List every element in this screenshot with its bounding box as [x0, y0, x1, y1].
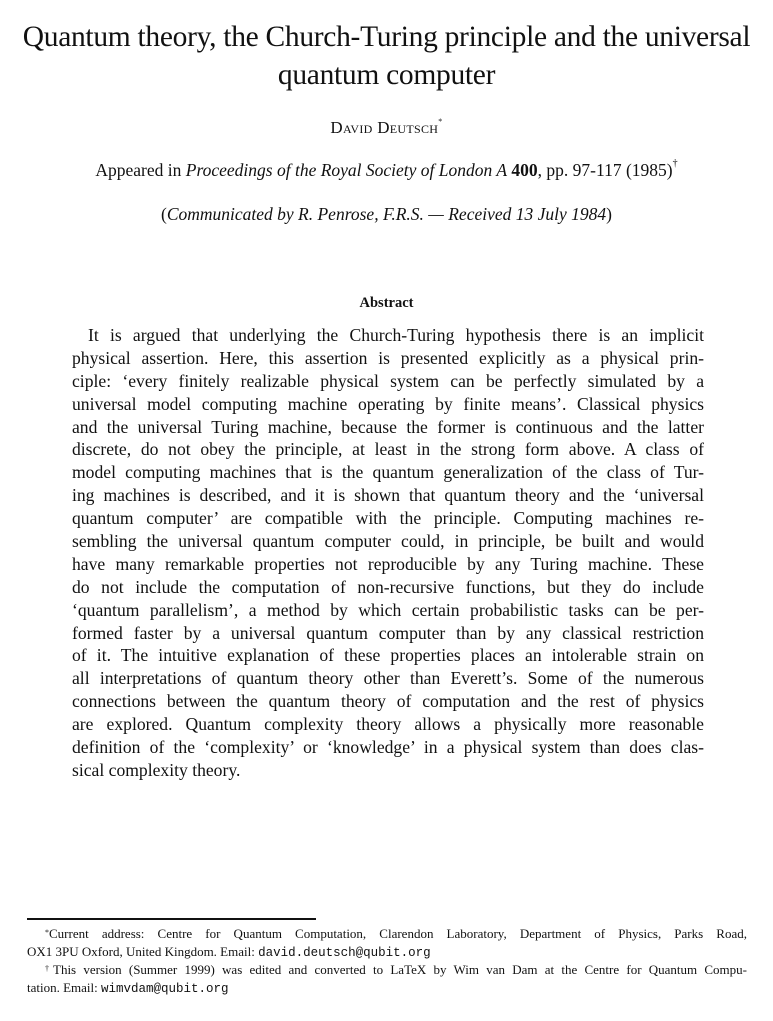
footnote-1-email-link[interactable]: david.deutsch@qubit.org — [258, 946, 431, 960]
abstract-line: model computing machines that is the quantum generalization of the class of Tur- — [72, 462, 704, 483]
abstract-line: quantum computer’ are compatible with the principle. Computing machines re- — [72, 508, 704, 529]
abstract-line: sical complexity theory. — [72, 759, 241, 780]
appeared-prefix: Appeared in — [95, 160, 186, 180]
title-line-1: Quantum theory, the Church-Turing principle and the universal — [22, 21, 751, 53]
paper-title — [0, 18, 773, 94]
footnote-2-text: This version (Summer 1999) was edited and converted to LaTeX by Wim van Dam at the Centre for Quantum Compu- — [53, 962, 747, 977]
close-paren: ) — [606, 204, 612, 224]
journal-volume: 400 — [511, 160, 538, 180]
abstract-line: all interpretations of quantum theory other than Everett’s. Some of the numerous — [72, 668, 704, 689]
footnote-1-line-1 — [27, 925, 747, 943]
abstract-line: do not include the computation of non-recursive functions, but they do include — [72, 576, 704, 597]
abstract-line: universal model computing machine operating by finite means’. Classical physics — [72, 393, 704, 414]
footnote-2-email-link[interactable]: wimvdam@qubit.org — [101, 982, 229, 996]
footnote-2-line-1 — [27, 961, 747, 979]
footnote-2-line-2 — [27, 979, 747, 997]
abstract-line: It is argued that underlying the Church-Turing hypothesis there is an implicit — [88, 325, 704, 345]
abstract-line: formed faster by a universal quantum computer than by any classical restriction — [72, 622, 704, 643]
abstract-line: sembling the universal quantum computer could, in principle, be built and would — [72, 531, 704, 552]
abstract-line: ing machines is described, and it is shown that quantum theory and the ‘universal — [72, 485, 704, 506]
abstract-body — [72, 324, 704, 782]
abstract-line: physical assertion. Here, this assertion is presented explicitly as a physical prin- — [72, 347, 704, 368]
publication-footnote-mark: † — [672, 158, 678, 169]
footnote-1-mark: * — [45, 928, 49, 937]
footnotes — [27, 925, 747, 997]
abstract-line: ciple: ‘every finitely realizable physical system can be perfectly simulated by a — [72, 370, 704, 391]
footnote-2-mark: † — [45, 964, 53, 973]
abstract-line: are explored. Quantum complexity theory allows a physically more reasonable — [72, 714, 704, 735]
footnote-2-text-2: tation. Email: — [27, 980, 102, 995]
footnote-divider — [27, 918, 316, 920]
abstract-line: connections between the quantum theory of computation and the rest of physics — [72, 691, 704, 712]
footnote-1-text: Current address: Centre for Quantum Computation, Clarendon Laboratory, Department of Physics, Parks Road, — [49, 926, 747, 941]
abstract-heading: Abstract — [359, 295, 414, 311]
journal-pages: , pp. 97-117 (1985) — [537, 160, 673, 180]
communicated-text: Communicated by R. Penrose, F.R.S. — Received 13 July 1984 — [166, 204, 607, 224]
author-name: David Deutsch — [330, 118, 439, 137]
abstract-line: definition of the ‘complexity’ or ‘knowledge’ in a physical system than does clas- — [72, 737, 704, 758]
publication-info — [0, 160, 773, 181]
author-footnote-mark: * — [438, 117, 443, 126]
abstract-line: have many remarkable properties not reproducible by any Turing machine. These — [72, 553, 704, 574]
abstract-line: of it. The intuitive explanation of these properties places an intolerable strain on — [72, 645, 704, 666]
footnote-1-text-2: OX1 3PU Oxford, United Kingdom. Email: — [27, 944, 259, 959]
author — [0, 118, 773, 138]
open-paren: ( — [161, 204, 167, 224]
abstract-line: discrete, do not obey the principle, at least in the strong form above. A class of — [72, 439, 704, 460]
abstract-line: ‘quantum parallelism’, a method by which certain probabilistic tasks can be per- — [72, 599, 704, 620]
communicated-info — [0, 204, 773, 225]
journal-name: Proceedings of the Royal Society of London A — [185, 160, 508, 180]
abstract-line: and the universal Turing machine, because the former is continuous and the latter — [72, 416, 704, 437]
footnote-1-line-2 — [27, 943, 747, 961]
title-line-2: quantum computer — [277, 59, 496, 91]
